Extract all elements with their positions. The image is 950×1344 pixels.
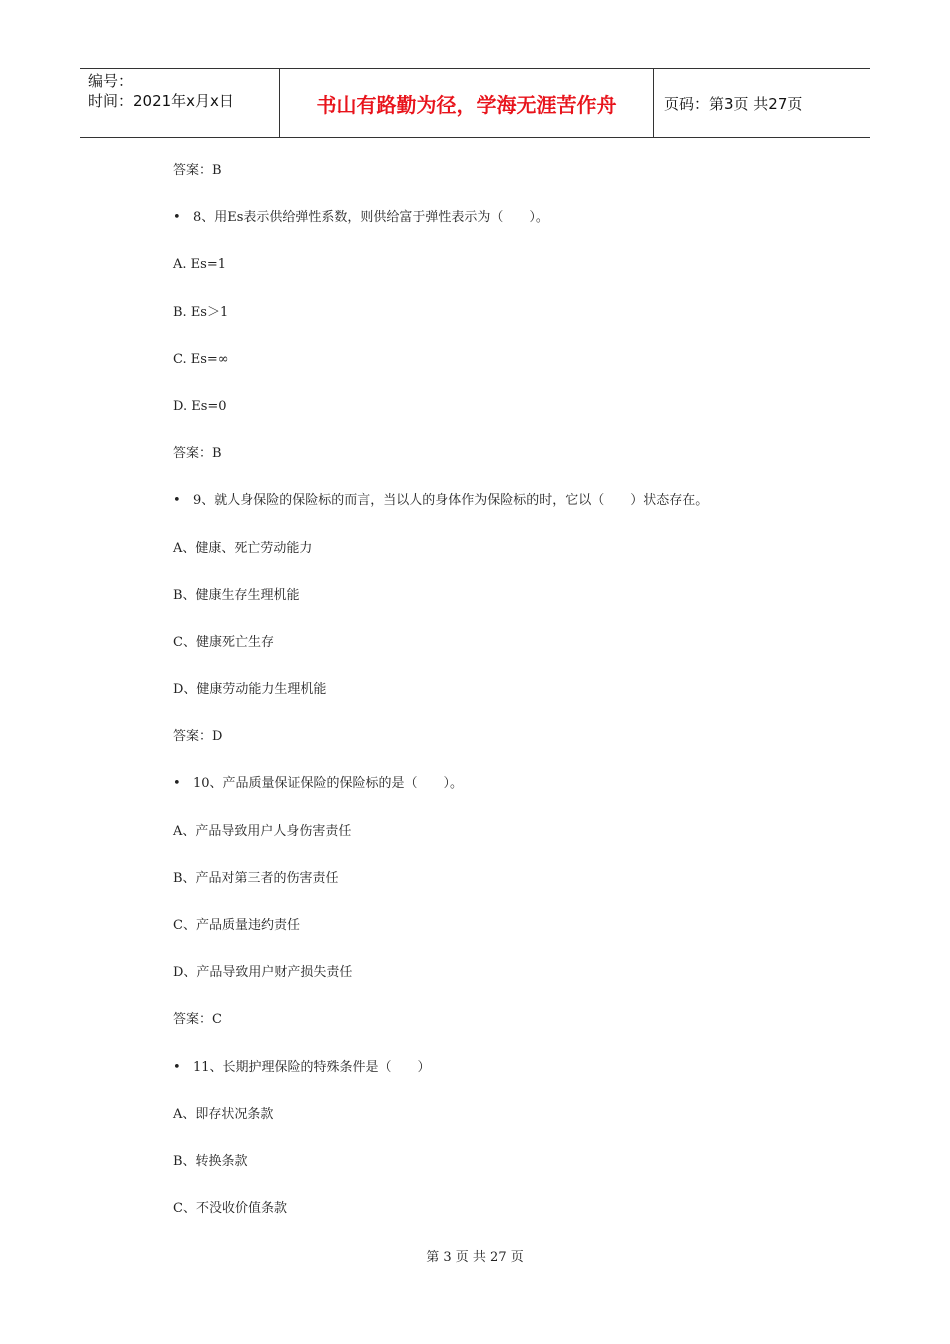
question-line [173, 207, 813, 254]
document-line [173, 821, 813, 868]
line-text: A、健康、死亡劳动能力 [173, 540, 313, 556]
header-motto: 书山有路勤为径，学海无涯苦作舟 [280, 69, 654, 137]
line-text: B、产品对第三者的伤害责任 [173, 870, 339, 886]
document-line [173, 349, 813, 396]
page-header [80, 68, 870, 138]
header-meta [80, 69, 280, 137]
line-text: B. Es＞1 [173, 304, 229, 320]
page-footer: 第 3 页 共 27 页 [426, 1250, 524, 1265]
line-text: B、转换条款 [173, 1153, 248, 1169]
line-text: C、不没收价值条款 [173, 1201, 287, 1217]
header-page-info: 页码：第3页 共27页 [664, 94, 803, 113]
bullet-icon: • [173, 776, 181, 792]
document-number-label: 编号： [88, 72, 134, 90]
document-line [173, 254, 813, 301]
document-line [173, 1151, 813, 1198]
line-text: D、产品导致用户财产损失责任 [173, 965, 353, 981]
question-line [173, 1057, 813, 1104]
document-line [173, 679, 813, 726]
line-text: C. Es=∞ [173, 351, 229, 367]
question-line [173, 490, 813, 537]
line-text: A、产品导致用户人身伤害责任 [173, 823, 352, 839]
document-line [173, 585, 813, 632]
line-text: 答案：C [173, 1012, 222, 1028]
line-text: B、健康生存生理机能 [173, 587, 300, 603]
document-time-label: 时间：2021年x月x日 [88, 92, 234, 110]
document-line [173, 160, 813, 207]
line-text: 答案：B [173, 163, 222, 178]
document-line [173, 868, 813, 915]
line-text: C、健康死亡生存 [173, 634, 274, 650]
document-line [173, 396, 813, 443]
document-line [173, 1009, 813, 1056]
question-line [173, 773, 813, 820]
document-line [173, 1198, 813, 1245]
line-text: 8、用Es表示供给弹性系数，则供给富于弹性表示为（ ）。 [193, 210, 549, 226]
document-line [173, 962, 813, 1009]
document-line [173, 1104, 813, 1151]
document-line [173, 915, 813, 962]
document-body [173, 160, 813, 1245]
line-text: A. Es=1 [173, 257, 226, 273]
document-line [173, 443, 813, 490]
bullet-icon: • [173, 493, 181, 509]
line-text: D. Es=0 [173, 398, 227, 414]
bullet-icon: • [173, 1059, 181, 1075]
document-line [173, 632, 813, 679]
line-text: 9、就人身保险的保险标的而言，当以人的身体作为保险标的时，它以（ ）状态存在。 [193, 493, 709, 509]
line-text: 答案：B [173, 446, 222, 462]
line-text: A、即存状况条款 [173, 1106, 274, 1122]
line-text: D、健康劳动能力生理机能 [173, 682, 327, 698]
line-text: 答案：D [173, 729, 223, 745]
document-line [173, 726, 813, 773]
line-text: 11、长期护理保险的特殊条件是（ ） [193, 1059, 431, 1075]
line-text: 10、产品质量保证保险的保险标的是（ ）。 [193, 776, 464, 792]
document-line [173, 538, 813, 585]
document-line [173, 302, 813, 349]
line-text: C、产品质量违约责任 [173, 918, 300, 933]
bullet-icon: • [173, 210, 181, 226]
